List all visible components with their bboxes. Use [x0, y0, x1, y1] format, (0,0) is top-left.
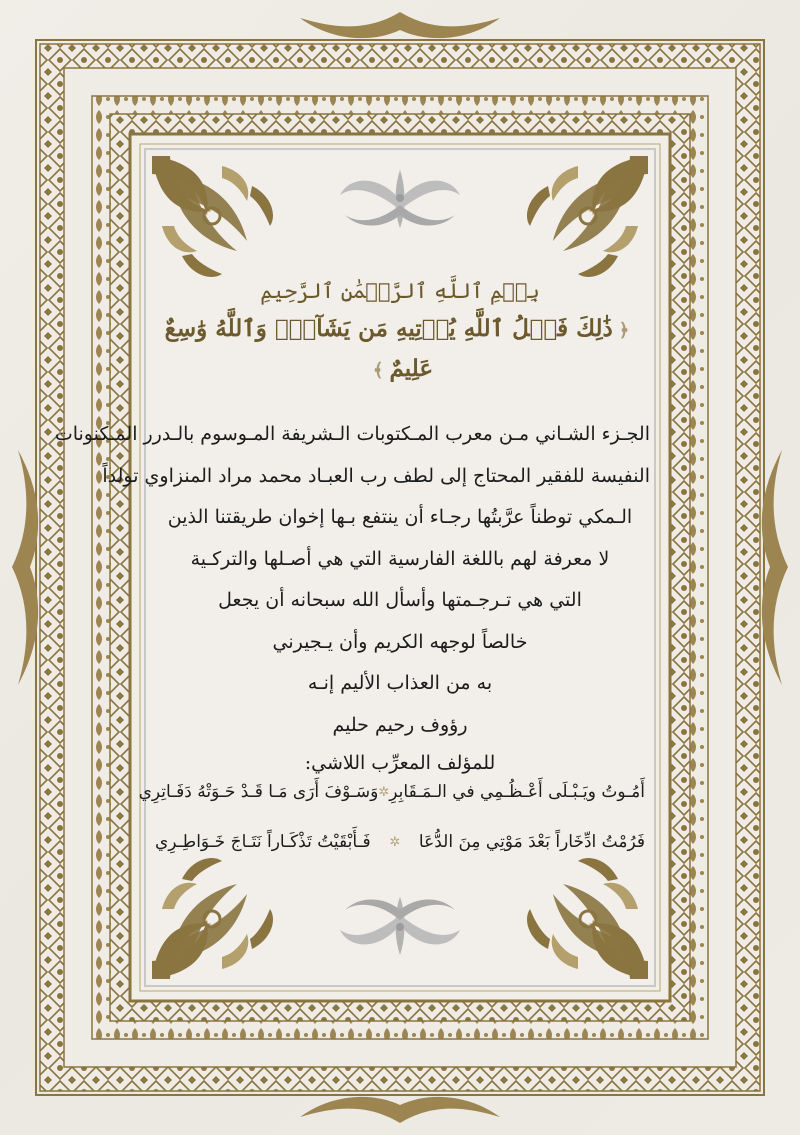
poem-verse-1 [138, 782, 645, 802]
body-line: التي هي تـرجـمتها وأسأل الله سبحانه أن يجعل [218, 589, 582, 611]
body-line: خالصاً لوجهه الكريم وأن يـجيرني [272, 630, 528, 653]
body-line: النفيسة للفقير المحتاج إلى لطف رب العبـاد محمد مراد المنزاوي تولداً [102, 464, 650, 487]
verse-close-bracket: ﴾ [372, 360, 384, 381]
poem-intro: للمؤلف المعرِّب اللاشي: [304, 752, 496, 774]
text-area [54, 276, 650, 774]
quran-verse [150, 310, 650, 390]
poem-separator: ✲ [378, 784, 390, 800]
verse-text: ذَٰلِكَ فَضۡلُ ٱللَّهِ يُؤۡتِيهِ مَن يَشَآءُۚ وَٱللَّهُ وَٰسِعٌ عَلِيمٌ [164, 315, 613, 382]
body-line: به من العذاب الأليم إنـه [307, 672, 493, 694]
body-line: لا معرفة لهم باللغة الفارسية التي هي أصـلها والتركـية [190, 547, 610, 570]
body-line: الـمكي توطناً عرَّبتُها رجـاء أن ينتفع بـها إخوان طريقتنا الذين [167, 506, 633, 528]
poem-verse-2 [155, 832, 645, 852]
poem-first-hemistich: أَمُـوتُ ويَـبْـلَى أَعْـظُـمِي في الـمَـقَابِرِ [389, 782, 645, 802]
verse-open-bracket: ﴿ [618, 320, 630, 341]
basmala: بِسۡمِ ٱللَّهِ ٱلرَّحۡمَٰنِ ٱلرَّحِيمِ [260, 279, 540, 303]
poem-separator: ✲ [389, 834, 401, 850]
body-line: رؤوف رحيم حليم [332, 713, 468, 736]
poem-second-hemistich: فَـأَبْقَيْتُ تَذْكَـاراً نَتَـاجَ خَـوَاطِـرِي [155, 832, 371, 852]
poem-first-hemistich: فَرُمْتُ ادِّخَاراً بَعْدَ مَوْتِي مِنَ الدُّعَا [418, 832, 645, 852]
body-line: الجـزء الشـاني مـن معرب المـكتوبات الـشريفة المـوسوم بالـدرر المـكنونات [54, 423, 650, 445]
body-paragraph [54, 414, 650, 746]
poem-second-hemistich: وَسَـوْفَ أَرَى مَـا قَـدْ حَـوَتْهُ دَفَـاتِرِي [138, 782, 379, 802]
